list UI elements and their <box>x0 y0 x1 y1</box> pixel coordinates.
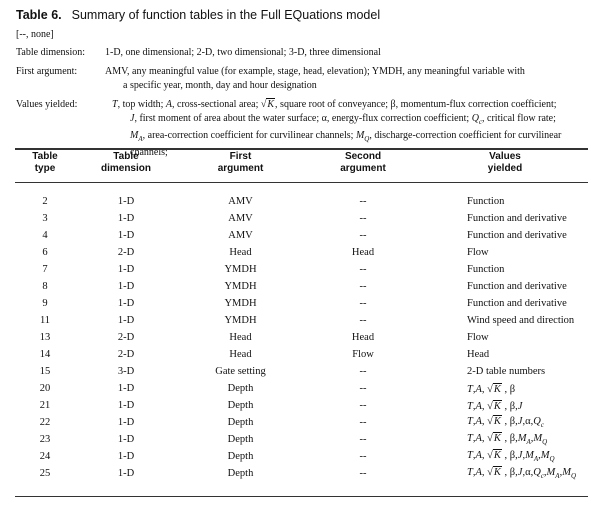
sqrt-symbol: √K <box>487 433 501 445</box>
table-row <box>15 193 588 210</box>
def-rich-line-2: J, first moment of area about the water surface; α, energy-flux correction coefficient; $Q_c$, critical flow rate; <box>130 113 556 126</box>
cell-first-argument: Depth <box>227 417 254 428</box>
cell-first-argument: Head <box>229 349 252 360</box>
cell-values-yielded: Function and derivative <box>467 230 567 241</box>
cell-values-yielded: T,A, √K , β <box>467 383 516 395</box>
table-row <box>15 295 588 312</box>
cell-values-yielded: Function and derivative <box>467 213 567 224</box>
table-row <box>15 397 588 414</box>
table-row <box>15 329 588 346</box>
cell-second-argument: Head <box>351 332 375 343</box>
cell-dimension: 1-D <box>117 315 135 326</box>
cell-table-type: 3 <box>42 213 48 224</box>
cell-values-yielded: T,A, √K , $\beta,J,M_A,M_Q$ <box>467 450 555 464</box>
cell-second-argument: Head <box>351 247 375 258</box>
cell-second-argument: -- <box>359 196 367 207</box>
cell-dimension: 1-D <box>117 281 135 292</box>
cell-dimension: 1-D <box>117 383 135 394</box>
cell-dimension: 1-D <box>117 213 135 224</box>
cell-values-yielded: Function <box>467 196 505 207</box>
cell-second-argument: -- <box>359 417 367 428</box>
cell-table-type: 23 <box>39 434 51 445</box>
cell-values-yielded: T,A, √K , $\beta,M_A,M_Q$ <box>467 433 548 447</box>
cell-table-type: 20 <box>39 383 51 394</box>
sqrt-symbol: √K <box>487 450 501 462</box>
table-number: Table 6. <box>16 8 62 22</box>
cell-first-argument: Head <box>229 247 252 258</box>
table-top-rule <box>15 148 588 150</box>
def-text-line-2: a specific year, month, day and hour designation <box>123 80 317 91</box>
cell-second-argument: Flow <box>352 349 374 360</box>
cell-second-argument: -- <box>359 264 367 275</box>
cell-second-argument: -- <box>359 366 367 377</box>
cell-values-yielded: T,A, √K , $\beta,J,\alpha,Q_c,M_A,M_Q$ <box>467 467 576 481</box>
cell-table-type: 7 <box>42 264 48 275</box>
cell-table-type: 2 <box>42 196 48 207</box>
cell-first-argument: Depth <box>227 400 254 411</box>
cell-values-yielded: Function and derivative <box>467 298 567 309</box>
def-first-argument <box>16 65 601 93</box>
cell-values-yielded: Function <box>467 264 505 275</box>
def-table-dimension <box>16 46 601 60</box>
cell-first-argument: Gate setting <box>215 366 266 377</box>
cell-dimension: 1-D <box>117 298 135 309</box>
table-row <box>15 431 588 448</box>
cell-first-argument: YMDH <box>224 264 257 275</box>
cell-table-type: 6 <box>42 247 48 258</box>
cell-table-type: 13 <box>39 332 51 343</box>
table-row <box>15 312 588 329</box>
cell-table-type: 21 <box>39 400 51 411</box>
cell-second-argument: -- <box>359 315 367 326</box>
cell-first-argument: AMV <box>228 196 253 207</box>
sqrt-symbol: √K <box>487 383 501 395</box>
cell-dimension: 3-D <box>117 366 135 377</box>
col-header-table-type: Table type <box>32 151 58 174</box>
table-row <box>15 448 588 465</box>
cell-dimension: 1-D <box>117 468 135 479</box>
table-row <box>15 380 588 397</box>
cell-dimension: 1-D <box>117 434 135 445</box>
table-row <box>15 346 588 363</box>
cell-second-argument: -- <box>359 451 367 462</box>
cell-values-yielded: Function and derivative <box>467 281 567 292</box>
def-label: First argument: <box>16 66 78 77</box>
table-row <box>15 363 588 380</box>
col-header-first-argument: First argument <box>217 151 264 174</box>
cell-values-yielded: Wind speed and direction <box>467 315 575 326</box>
cell-first-argument: AMV <box>228 230 253 241</box>
cell-table-type: 9 <box>42 298 48 309</box>
cell-dimension: 2-D <box>117 247 135 258</box>
def-label: Table dimension: <box>16 47 86 58</box>
cell-first-argument: Depth <box>227 434 254 445</box>
sqrt-symbol: √K <box>487 416 501 428</box>
cell-second-argument: -- <box>359 281 367 292</box>
cell-second-argument: -- <box>359 298 367 309</box>
def-text-line-1: AMV, any meaningful value (for example, stage, head, elevation); YMDH, any meaningful variable with <box>105 66 525 77</box>
table-row <box>15 414 588 431</box>
cell-first-argument: Head <box>229 332 252 343</box>
cell-first-argument: Depth <box>227 451 254 462</box>
def-text: 1-D, one dimensional; 2-D, two dimensional; 3-D, three dimensional <box>105 47 381 58</box>
cell-table-type: 11 <box>39 315 51 326</box>
cell-dimension: 1-D <box>117 196 135 207</box>
header-rule <box>15 182 588 183</box>
cell-dimension: 1-D <box>117 400 135 411</box>
cell-values-yielded: T,A, √K , β,J <box>467 400 523 412</box>
cell-dimension: 1-D <box>117 264 135 275</box>
cell-second-argument: -- <box>359 434 367 445</box>
def-label: Values yielded: <box>16 99 78 110</box>
table-bottom-rule <box>15 496 588 497</box>
table-row <box>15 210 588 227</box>
cell-values-yielded: 2-D table numbers <box>467 366 546 377</box>
cell-values-yielded: Flow <box>467 332 489 343</box>
cell-values-yielded: Flow <box>467 247 489 258</box>
col-header-second-argument: Second argument <box>340 151 386 174</box>
cell-second-argument: -- <box>359 383 367 394</box>
cell-second-argument: -- <box>359 468 367 479</box>
cell-first-argument: AMV <box>228 213 253 224</box>
table-caption: Summary of function tables in the Full EQuations model <box>71 8 381 22</box>
cell-first-argument: YMDH <box>224 315 257 326</box>
units-note: [--, none] <box>16 29 54 40</box>
cell-first-argument: Depth <box>227 468 254 479</box>
cell-dimension: 2-D <box>117 349 135 360</box>
cell-dimension: 2-D <box>117 332 135 343</box>
def-rich-line-3: $M_A$, area-correction coefficient for curvilinear channels; $M_Q$, discharge-correction coefficient for curvilinear channels; <box>130 130 562 158</box>
cell-table-type: 14 <box>39 349 51 360</box>
table-row <box>15 278 588 295</box>
cell-dimension: 1-D <box>117 451 135 462</box>
col-header-values-yielded: Values yielded <box>487 151 523 174</box>
table-title <box>16 8 380 22</box>
table-row <box>15 261 588 278</box>
cell-second-argument: -- <box>359 230 367 241</box>
sqrt-symbol: √K <box>487 400 501 412</box>
cell-table-type: 4 <box>42 230 48 241</box>
cell-first-argument: Depth <box>227 383 254 394</box>
cell-table-type: 15 <box>39 366 51 377</box>
cell-dimension: 1-D <box>117 417 135 428</box>
cell-first-argument: YMDH <box>224 281 257 292</box>
cell-table-type: 25 <box>39 468 51 479</box>
function-table <box>15 193 588 482</box>
cell-table-type: 8 <box>42 281 48 292</box>
table-row <box>15 244 588 261</box>
sqrt-symbol: √K <box>260 99 275 110</box>
col-header-dimension: Table dimension <box>100 151 151 174</box>
cell-values-yielded: T,A, √K , $\beta,J,\alpha,Q_c$ <box>467 416 544 430</box>
cell-first-argument: YMDH <box>224 298 257 309</box>
cell-dimension: 1-D <box>117 230 135 241</box>
cell-table-type: 24 <box>39 451 51 462</box>
def-rich-line-1: T, top width; A, cross-sectional area; √K, square root of conveyance; β, momentum-flux correction coefficient; <box>112 99 557 110</box>
table-row <box>15 227 588 244</box>
cell-table-type: 22 <box>39 417 51 428</box>
sqrt-symbol: √K <box>487 467 501 479</box>
cell-second-argument: -- <box>359 213 367 224</box>
cell-second-argument: -- <box>359 400 367 411</box>
table-row <box>15 465 588 482</box>
cell-values-yielded: Head <box>467 349 490 360</box>
